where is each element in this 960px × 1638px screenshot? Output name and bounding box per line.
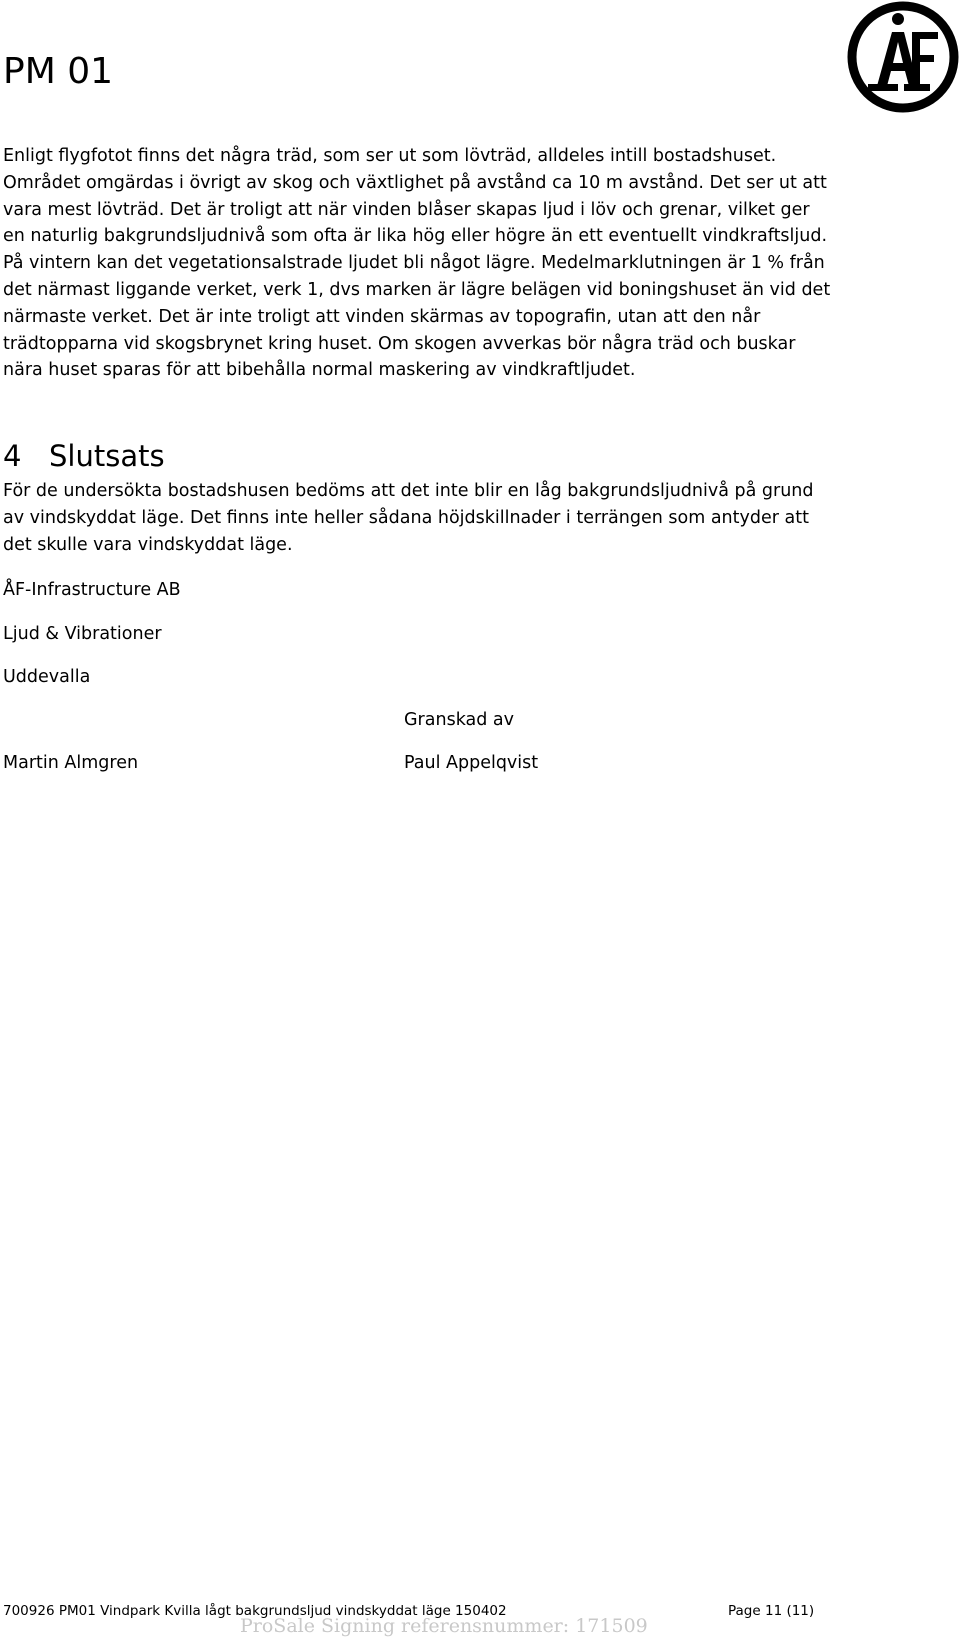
footer-document-reference: 700926 PM01 Vindpark Kvilla lågt bakgrundsljud vindskyddat läge 150402 xyxy=(3,1603,507,1619)
footer-page-number: Page 11 (11) xyxy=(728,1603,815,1619)
conclusion-paragraph: För de undersökta bostadshusen bedöms att det inte blir en låg bakgrundsljudnivå på grund av vindskyddat läge. Det finns inte heller sådana höjdskillnader i terrängen som antyder att det skulle vara vindskyddat läge. xyxy=(3,481,814,555)
section-title: Slutsats xyxy=(49,439,165,473)
reviewer-name: Paul Appelqvist xyxy=(404,753,539,773)
city-name: Uddevalla xyxy=(3,667,91,687)
reviewed-by-label: Granskad av xyxy=(404,710,514,730)
section-number: 4 xyxy=(3,439,22,473)
signing-stamp: ProSale Signing referensnummer: 171509 xyxy=(240,1615,648,1637)
section-heading xyxy=(3,436,165,476)
document-title: PM 01 xyxy=(3,51,114,92)
body-paragraph: Enligt flygfotot finns det några träd, som ser ut som lövträd, alldeles intill bostadshuset. Området omgärdas i övrigt av skog och växtlighet på avstånd ca 10 m avstånd. Det ser ut att vara mest lövträd. Det är troligt att när vinden blåser skapas ljud i löv och grenar, vilket ger en naturlig bakgrundsljudnivå som ofta är lika hög eller högre än ett eventuellt vindkraftsljud. På vintern kan det vegetationsalstrade ljudet bli något lägre. Medelmarklutningen är 1 % från det närmast liggande verket, verk 1, dvs marken är lägre belägen vid boningshuset än vid det närmaste verket. Det är inte troligt att vinden skärmas av topografin, utan att den når trädtopparna vid skogsbrynet kring huset. Om skogen avverkas bör några träd och buskar nära huset sparas för att bibehålla normal maskering av vindkraftljudet. xyxy=(3,146,831,381)
author-name: Martin Almgren xyxy=(3,753,139,773)
company-name: ÅF-Infrastructure AB xyxy=(3,580,181,600)
department-name: Ljud & Vibrationer xyxy=(3,624,162,644)
af-logo-icon xyxy=(846,0,960,114)
